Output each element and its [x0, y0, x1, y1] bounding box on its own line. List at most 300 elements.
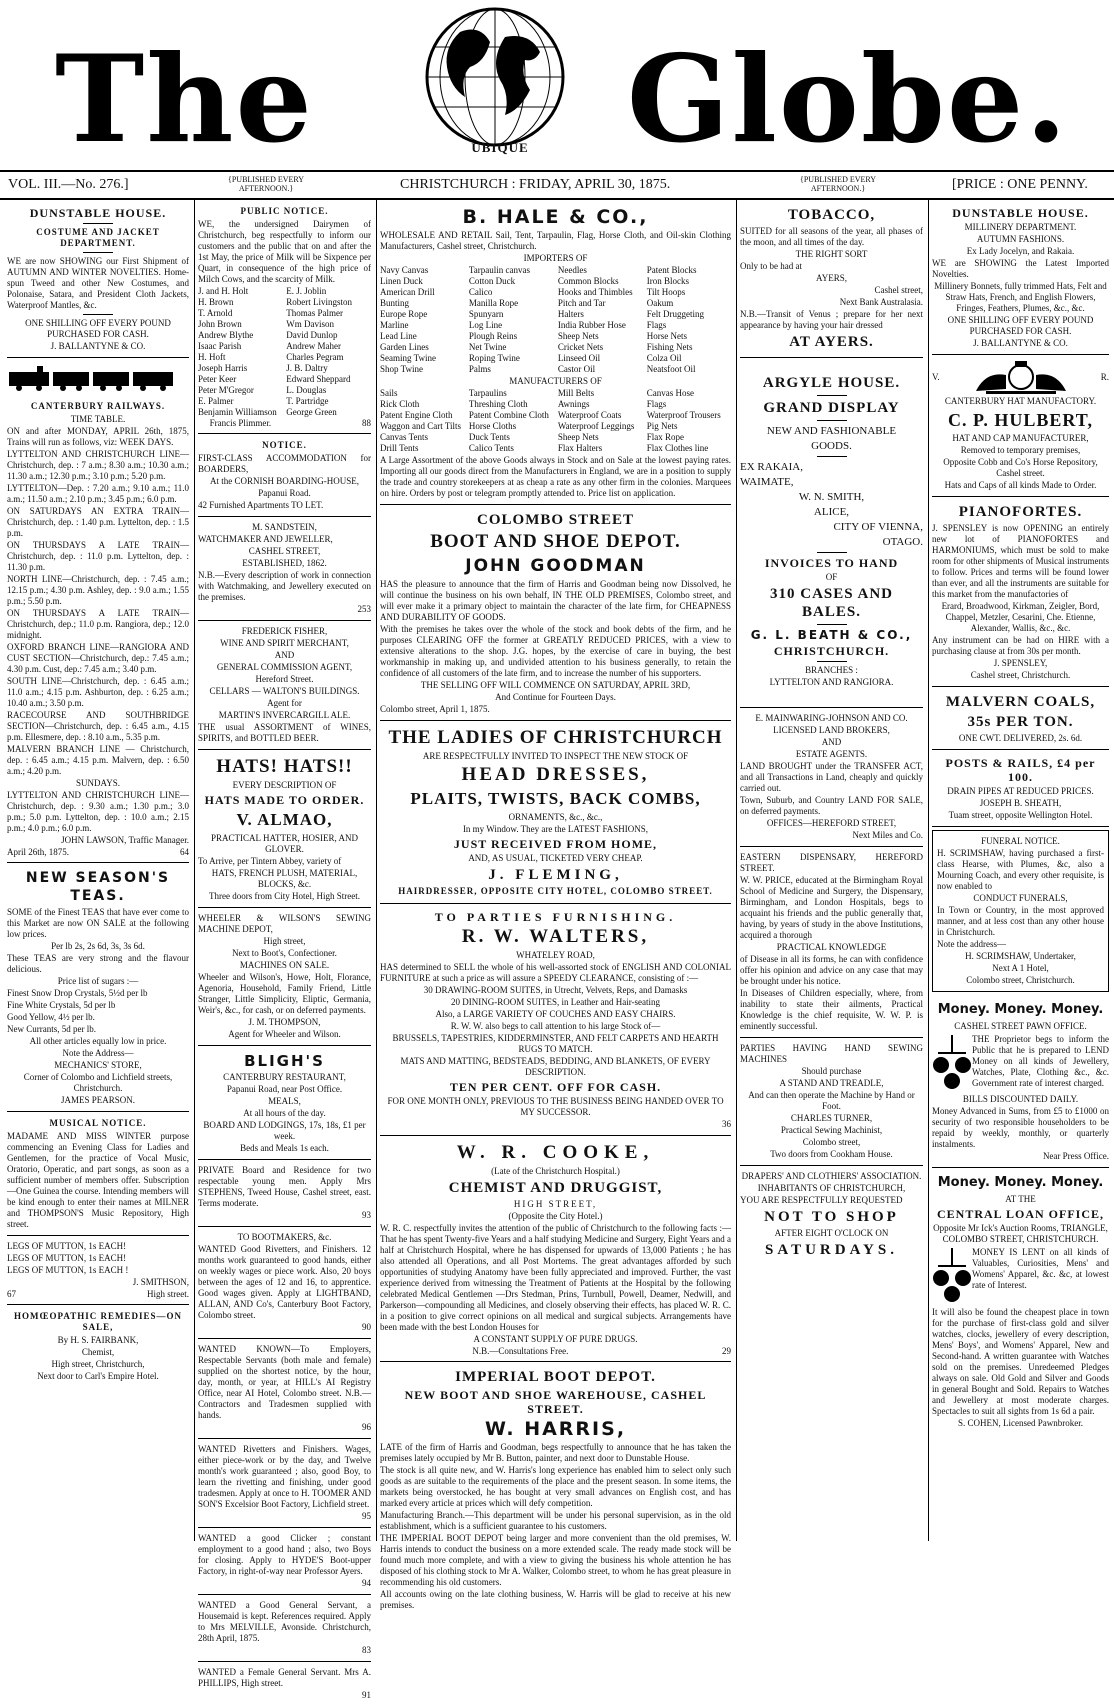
ad-body: Should purchase: [801, 1066, 862, 1076]
publication-note-left: {PUBLISHED EVERY AFTERNOON.}: [228, 175, 305, 193]
ad-body: At all hours of the day.: [243, 1108, 326, 1118]
ad-title: E. MAINWARING-JOHNSON AND CO.: [755, 713, 908, 723]
pawnbroker-balls-icon: [932, 1246, 972, 1306]
ad-number: 95: [362, 1511, 371, 1521]
product-item: Patent Engine Cloth: [380, 410, 453, 420]
ad-body: MECHANICS' STORE,: [54, 1060, 142, 1070]
ad-cooke: [380, 1136, 731, 1362]
ad-body: of Disease in all its forms, he can with confidence offer his opinion and advice on any case that may be brought under his notice.: [740, 954, 923, 986]
ad-body: JUST RECEIVED FROM HOME,: [453, 837, 658, 851]
ad-bootmakers: [198, 1227, 371, 1339]
ad-body: Wheeler and Wilson's, Howe, Holt, Florance, Agenoria, Household, Family Friend, Little Stranger, Little Simplicity, Eliptic, Germania, Weir's, &c., for cash, or on deferred payments.: [198, 972, 371, 1015]
ad-body: WAIMATE,: [740, 476, 794, 488]
ad-body: WE are now SHOWING our First Shipment of AUTUMN AND WINTER NOVELTIES. Home-spun Tweed and other New Costumes, and Polonaise, Satara, and President Cloth Jackets, Waterproof Mantles, &c.: [7, 256, 189, 310]
ad-body: 42 Furnished Apartments TO LET.: [198, 500, 324, 510]
product-item: Canvas Tents: [380, 432, 428, 442]
ad-body: A CONSTANT SUPPLY OF PURE DRUGS.: [473, 1334, 638, 1344]
ad-body: Any instrument can be had on HIRE with a purchasing clause at from 30s per month.: [932, 635, 1109, 656]
masthead-motto: UBIQUE: [471, 140, 529, 155]
ad-headline: HEAD DRESSES,: [461, 764, 650, 785]
ad-goodman: [380, 505, 731, 721]
name-item: T. Arnold: [198, 308, 233, 318]
ad-headline: CHEMIST AND DRUGGIST,: [448, 1180, 663, 1196]
ad-body: SUITED for all seasons of the year, all phases of the moon, and all times of the day.: [740, 226, 923, 247]
ad-body: HIGH STREET,: [513, 1199, 598, 1209]
ad-body: GENERAL COMMISSION AGENT,: [216, 662, 353, 672]
ad-body: W. R. C. respectfully invites the attention of the public of Christchurch to the following facts :—That he has spent Twenty-five Years and a half studying Medicine and Surgery, Eight Years and a half at Christchurch Hospital, where he has dispensed for upwards of 13,000 Patients ; he has also attended all Operations, and all Post Mortems. The great advantages afforded by such opportunities of studying Anatomy have been fully appreciated and improved. Further, the vast experience derived from witnessing the Treatment of Patients at the Hospital by the following celebrated Medical Gentlemen —Drs Stedman, Prins, Turnbull, Powell, Deamer, Nedwill, and Parkerson—compounding all Medicines, and closely observing their effects, has placed W. R. C. in a position to give correct opinions on all medical and surgical subjects. Arrangements have been made with the best London Houses for: [380, 1223, 731, 1332]
ad-headline: GRAND DISPLAY: [763, 400, 900, 416]
ad-body: Next to Boot's, Confectioner.: [232, 948, 337, 958]
ad-body: AT THE: [1005, 1194, 1036, 1204]
ad-body: (Opposite the City Hotel.): [508, 1211, 603, 1221]
ad-drapers: [740, 1166, 923, 1265]
ad-subtitle: CENTRAL LOAN OFFICE,: [936, 1207, 1105, 1221]
timetable-line: ON SATURDAYS AN EXTRA TRAIN—Christchurch, dep. : 1.40 p.m. Lyttelton, dep. : 1.5 p.m.: [7, 506, 189, 538]
ad-title: PIANOFORTES.: [958, 504, 1083, 520]
ad-body: High street.: [147, 1289, 189, 1299]
name-item: John Brown: [198, 319, 242, 329]
ad-body: LEGS OF MUTTON, 1s EACH!: [7, 1241, 127, 1251]
name-item: Benjamin Williamson: [198, 407, 277, 417]
name-item: George Green: [286, 407, 337, 417]
ad-body: AND: [821, 737, 842, 747]
ad-title: POSTS & RAILS, £4 per 100.: [945, 756, 1096, 784]
ad-headline: TEN PER CENT. OFF FOR CASH.: [449, 1080, 662, 1094]
ad-body: OFFICES—HEREFORD STREET,: [766, 818, 897, 828]
ad-signature: JAMES PEARSON.: [60, 1095, 136, 1105]
column-5: [928, 200, 1112, 1541]
ad-body: CITY OF VIENNA,: [833, 521, 923, 533]
ad-signature: JOHN LAWSON, Traffic Manager.: [61, 835, 189, 845]
ad-body: WINE AND SPIRIT MERCHANT,: [220, 638, 349, 648]
ad-body: ONE CWT. DELIVERED, 2s. 6d.: [958, 733, 1083, 743]
ad-pianofortes: [932, 497, 1109, 687]
ad-musical: [7, 1112, 189, 1236]
ad-headline: 310 CASES AND BALES.: [769, 586, 894, 620]
ad-body: Hereford Street.: [255, 674, 314, 684]
ad-body: ON and after MONDAY, APRIL 26th, 1875, Trains will run as follows, viz: WEEK DAYS.: [7, 426, 189, 447]
ad-title: Money. Money. Money.: [937, 1175, 1104, 1190]
ad-body: DRAIN PIPES AT REDUCED PRICES.: [947, 786, 1094, 796]
ad-body: MEALS,: [268, 1096, 301, 1106]
product-item: Shop Twine: [380, 364, 423, 374]
name-item: E. J. Joblin: [286, 286, 327, 296]
ad-body: WANTED a Good General Servant, a Housemaid is kept. References required. Apply to Mrs MELVILLE, Avonside. Christchurch, 28th April, 1875.: [198, 1600, 371, 1643]
ad-body: WANTED a Female General Servant. Mrs A. PHILLIPS, High street.: [198, 1667, 371, 1688]
ad-headline: 35s PER TON.: [967, 714, 1074, 730]
ad-name: V. ALMAO,: [236, 810, 333, 829]
ad-wanted-clicker: [198, 1528, 371, 1595]
ad-number: 93: [362, 1210, 371, 1220]
ad-body: Colombo street,: [802, 1137, 861, 1147]
ad-title: BLIGH'S: [244, 1052, 325, 1070]
ad-body: BRANCHES :: [805, 665, 858, 675]
ad-title: ARGYLE HOUSE.: [762, 375, 901, 391]
name-item: Isaac Parish: [198, 341, 242, 351]
ad-body: BRUSSELS, TAPESTRIES, KIDDERMINSTER, AND FELT CARPETS AND HEARTH RUGS TO MATCH.: [392, 1033, 719, 1054]
product-item: Roping Twine: [468, 353, 520, 363]
ad-body: With the premises he takes over the whole of the stock and book debts of the firm, and he purposes CLEARING OFF the former at GREATLY REDUCED PRICES, with a view to extensive alterations to the shop. J.G. hopes, by the exercise of care in buying, the best workmanship in making up, and undivided attention to his business generally, to retain the confidence of all customers of the late firm, and to increase the number of his supporters.: [380, 624, 731, 678]
ad-body: Millinery Bonnets, fully trimmed Hats, Felt and Straw Hats, French, and English Flowers, Fringes, Feathers, Plumes, &c., &c.: [934, 281, 1107, 313]
ad-body: ESTABLISHED, 1862.: [242, 558, 327, 568]
ad-sewing-stands: [740, 1038, 923, 1166]
product-item: Hooks and Thimbles: [557, 287, 633, 297]
ad-title: FUNERAL NOTICE.: [981, 836, 1060, 846]
ad-body: Chemist,: [81, 1347, 115, 1357]
ad-public-notice: [198, 200, 371, 434]
ad-pawn-office: [932, 995, 1109, 1168]
ad-body: FIRST-CLASS ACCOMMODATION for BOARDERS,: [198, 453, 371, 474]
product-item: Waterproof Coats: [557, 410, 622, 420]
ad-subtitle: MANUFACTURERS OF: [509, 376, 602, 386]
ad-body: NEW AND FASHIONABLE: [766, 425, 897, 437]
timetable-line: LYTTELTON AND CHRISTCHURCH LINE—Christchurch, dep. : 7 a.m.; 8.30 a.m.; 10.30 a.m.; 11.30 a.m.; 12.30 p.m.; 3.10 p.m.; 5.20 p.m.: [7, 449, 189, 481]
product-item: Oakum: [646, 298, 674, 308]
ad-wanted-servant: [198, 1595, 371, 1662]
ad-body: GOODS.: [811, 440, 852, 452]
product-item: 20 DINING-ROOM SUITES, in Leather and Hair-seating: [450, 997, 661, 1007]
ad-funeral: [932, 830, 1109, 992]
ad-body: AND: [274, 650, 295, 660]
product-item: Lead Line: [380, 331, 417, 341]
ad-body: At the CORNISH BOARDING-HOUSE,: [209, 476, 359, 486]
publication-note-right: {PUBLISHED EVERY AFTERNOON.}: [800, 175, 877, 193]
product-item: Awnings: [557, 399, 590, 409]
product-item: Flax Halters: [557, 443, 603, 453]
ad-body: To Arrive, per Tintern Abbey, variety of: [198, 856, 342, 866]
ad-title: HOMŒOPATHIC REMEDIES—ON SALE,: [14, 1311, 182, 1332]
ad-body: Practical Sewing Machinist,: [780, 1125, 883, 1135]
ad-title: DUNSTABLE HOUSE.: [952, 206, 1089, 220]
ad-title: NOTICE.: [262, 440, 307, 450]
product-item: Linseed Oil: [557, 353, 601, 363]
product-item: Sails: [380, 388, 398, 398]
ad-tobacco: [740, 200, 923, 358]
ad-body: THE usual ASSORTMENT of WINES, SPIRITS, and BOTTLED BEER.: [198, 722, 371, 743]
ad-signature: J. SMITHSON,: [132, 1277, 189, 1287]
ad-body: And can then operate the Machine by Hand or Foot.: [748, 1090, 915, 1111]
product-item: Halters: [557, 309, 584, 319]
product-item: Threshing Cloth: [468, 399, 528, 409]
ad-body: High street,: [263, 936, 306, 946]
royal-crest-icon: [966, 359, 1076, 395]
ad-headline: PLAITS, TWISTS, BACK COMBS,: [410, 789, 701, 808]
ad-body: CONDUCT FUNERALS,: [973, 893, 1068, 903]
ad-body: Cashel street,: [874, 285, 923, 295]
product-item: Garden Lines: [380, 342, 429, 352]
product-item: Spunyarn: [468, 309, 504, 319]
ad-headline: NOT TO SHOP: [764, 1209, 899, 1225]
ad-body: HAS determined to SELL the whole of his well-assorted stock of ENGLISH AND COLONIAL FURNITURE at such a price as will assure a SPEEDY CLEARANCE, consisting of :—: [380, 962, 731, 983]
timetable-line: NORTH LINE—Christchurch, dep. : 7.45 a.m.; 12.15 p.m.; 4.30 p.m. Ashley, dep. : 9.0 a.m.; 1.55 p.m.; 5.50 p.m.: [7, 574, 189, 606]
ad-body: Opposite Mr Ick's Auction Rooms, TRIANGLE, COLOMBO STREET, CHRISTCHURCH.: [933, 1223, 1108, 1244]
ad-hulbert: [932, 355, 1109, 497]
ad-body: Papanui Road.: [258, 488, 311, 498]
masthead: [0, 0, 1114, 172]
product-item: Navy Canvas: [380, 265, 429, 275]
ad-number: 94: [362, 1578, 371, 1588]
masthead-title-right: Globe.: [626, 29, 1069, 170]
ad-sandstein: [198, 517, 371, 621]
ad-body: Hats and Caps of all kinds Made to Order.: [944, 480, 1097, 490]
ad-eastern-dispensary: [740, 847, 923, 1038]
ad-teas: [7, 863, 189, 1112]
ad-title: MALVERN COALS,: [945, 694, 1096, 710]
product-item: Flax Clothes line: [646, 443, 709, 453]
product-item: Waggon and Cart Tilts: [380, 421, 462, 431]
ad-body: ORNAMENTS, &c., &c.,: [508, 812, 603, 822]
ad-body: HAIRDRESSER, OPPOSITE CITY HOTEL, COLOMBO STREET.: [398, 886, 713, 896]
ad-subtitle: TO PARTIES FURNISHING.: [434, 910, 677, 924]
ad-body: Next Bank Australasia.: [839, 297, 923, 307]
ad-homeopathic: [7, 1305, 189, 1387]
ad-body: Per lb 2s, 2s 6d, 3s, 3s 6d.: [51, 941, 145, 951]
timetable-line: ON THURSDAYS A LATE TRAIN—Christchurch, dep. : 11.0 p.m. Lyttelton, dep. : 11.30 p.m.: [7, 540, 189, 572]
ad-body: HATS, FRENCH PLUSH, MATERIAL, BLOCKS, &c.: [211, 868, 358, 889]
ad-title: M. SANDSTEIN,: [252, 522, 317, 532]
ad-body: CASHEL STREET,: [248, 546, 321, 556]
name-item: H. Brown: [198, 297, 234, 307]
timetable-line: SUNDAYS.: [76, 778, 120, 788]
ad-title: HATS! HATS!!: [216, 756, 353, 777]
ad-signature: S. COHEN, Licensed Pawnbroker.: [958, 1418, 1083, 1428]
ad-title: BOOT AND SHOE DEPOT.: [430, 531, 681, 552]
ad-body: Two doors from Cookham House.: [770, 1149, 893, 1159]
product-item: India Rubber Hose: [557, 320, 626, 330]
ad-body: YOU ARE RESPECTFULLY REQUESTED: [740, 1195, 903, 1205]
ad-body: MACHINES ON SALE.: [239, 960, 330, 970]
ad-subtitle: MILLINERY DEPARTMENT.: [964, 222, 1077, 232]
ad-body: ALICE,: [813, 506, 850, 518]
ad-body: THE IMPERIAL BOOT DEPOT being larger and more convenient than the old premises, W. Harris intends to conduct the business on a more extended scale. The ready made stock will be found much more complete, and with a view to giving the business his whole attention he has disposed of his clothing stock to Mr A. Walker, Colombo street, to whom he has great pleasure in recommending his old customers.: [380, 1533, 731, 1587]
ad-body: A STAND AND TREADLE,: [779, 1078, 884, 1088]
ad-number: 36: [722, 1119, 731, 1129]
ad-body: Cashel street, Christchurch.: [970, 670, 1071, 680]
ad-body: Papanui Road, near Post Office.: [226, 1084, 343, 1094]
ad-body: Next Miles and Co.: [852, 830, 923, 840]
product-item: Calico Tents: [468, 443, 514, 453]
column-1: [4, 200, 192, 1541]
ad-number: 64: [180, 847, 189, 857]
ad-body: Near Press Office.: [1042, 1151, 1109, 1161]
ad-wanted-known: [198, 1339, 371, 1439]
ad-body: And Continue for Fourteen Days.: [495, 692, 616, 702]
ad-body: AFTER EIGHT O'CLOCK ON: [774, 1228, 889, 1238]
ad-body: J. SPENSLEY is now OPENING an entirely new lot of PIANOFORTES and HARMONIUMS, which must be sold to make room for other shipments of Musical instruments to follow. Prices and terms will be found lower than ever, and all the instruments are suitable for this market from the manufactories of: [932, 523, 1109, 599]
ad-body: WE, the undersigned Dairymen of Christchurch, beg respectfully to inform our customers and the public that on and after the 1st May, the price of Milk will be Sixpence per Quart, in consequence of the high price of Milch Cows, and the scarcity of Milk.: [198, 219, 371, 284]
ad-body: THE SELLING OFF WILL COMMENCE ON SATURDAY, APRIL 3RD,: [420, 680, 691, 690]
name-item: Thomas Palmer: [286, 308, 343, 318]
ad-body: Erard, Broadwood, Kirkman, Zeigler, Bord, Chappel, Metzler, Cesarini, Che. Etienne, Alexander, Wallis, &c., &c.: [941, 601, 1100, 633]
product-item: Palms: [468, 364, 491, 374]
timetable-line: LYTTELTON AND CHRISTCHURCH LINE—Christchurch, dep. : 9.30 a.m.; 1.30 p.m.; 3.0 p.m.; 5.0 p.m. Lyttelton, dep. : 10.0 a.m.; 2.15 p.m.; 4.0 p.m.; 6.0 p.m.: [7, 790, 189, 833]
ad-title: W. R. COOKE,: [456, 1142, 655, 1163]
ad-body: CELLARS — WALTON'S BUILDINGS.: [209, 686, 360, 696]
product-item: Europe Rope: [380, 309, 428, 319]
product-item: Pig Nets: [646, 421, 678, 431]
ad-hale: [380, 200, 731, 505]
ad-title: PARTIES HAVING HAND SEWING MACHINES: [740, 1043, 923, 1064]
ad-body: BILLS DISCOUNTED DAILY.: [962, 1094, 1079, 1104]
product-item: Sheep Nets: [557, 432, 599, 442]
product-item: Flags: [646, 399, 667, 409]
ad-body: W. N. SMITH,: [798, 491, 865, 503]
ad-body: It will also be found the cheapest place in town for the purchase of first-class gold and silver watches, clocks, jewellery of every description, Mens' Boys', and Womens' Apparel, New and Second-hand. A written guarantee with Watches sold on the premises. Unredeemed Pledges always on sale. Old Gold and Silver and Goods in general Bought and Sold. Repairs to Watches and Jewellery at most moderate charges. Spectacles to suit all sights from 1s 6d a pair.: [932, 1307, 1109, 1416]
product-item: Marline: [380, 320, 409, 330]
product-item: Flags: [646, 320, 667, 330]
ad-body: Next door to Carl's Empire Hotel.: [37, 1371, 159, 1381]
price: [PRICE : ONE PENNY.: [952, 177, 1088, 192]
product-item: Common Blocks: [557, 276, 619, 286]
ad-body: Only to be had at: [740, 261, 802, 271]
ad-subtitle: HATS MADE TO ORDER.: [204, 793, 365, 807]
ad-body: EVERY DESCRIPTION OF: [232, 780, 337, 790]
ad-boarding: [198, 434, 371, 517]
ad-body: CANTERBURY RESTAURANT,: [223, 1072, 346, 1082]
ad-title: NEW SEASON'S TEAS.: [25, 870, 171, 904]
product-item: Net Twine: [468, 342, 507, 352]
ad-body: AYERS,: [816, 273, 847, 283]
ad-body: These TEAS are very strong and the flavour delicious.: [7, 953, 189, 974]
ad-name: JOHN GOODMAN: [465, 556, 646, 576]
ad-body: FOR ONE MONTH ONLY, PREVIOUS TO THE BUSINESS BEING HANDED OVER TO MY SUCCESSOR.: [387, 1096, 724, 1117]
ad-wheeler-wilson: [198, 908, 371, 1046]
ad-body: H. SCRIMSHAW, having purchased a first-class Hearse, with Plumes, &c, also a Mourning Coach, and every other requisite, is now enabled to: [937, 848, 1104, 891]
ad-walters: [380, 904, 731, 1136]
product-item: Duck Tents: [468, 432, 510, 442]
ad-body: R. W. W. also begs to call attention to his large Stock of—: [450, 1021, 661, 1031]
ad-body: Tuam street, opposite Wellington Hotel.: [948, 810, 1093, 820]
ad-body: THE Proprietor begs to inform the Public that he is prepared to LEND Money on all kinds of Jewellery, Watches, Plate, Clothing &c., &c. Government rate of interest charged.: [972, 1034, 1109, 1088]
ad-body: LICENSED LAND BROKERS,: [773, 725, 890, 735]
ad-private-board: [198, 1160, 371, 1227]
ad-body: In my Window. They are the LATEST FASHIONS,: [462, 824, 649, 834]
ad-title: MUSICAL NOTICE.: [49, 1118, 147, 1128]
ad-dunstable-millinery: [932, 200, 1109, 355]
product-item: Fishing Nets: [646, 342, 693, 352]
ad-body: Opposite Cobb and Co's Horse Repository, Cashel street.: [943, 457, 1098, 478]
ad-body: WHOLESALE AND RETAIL Sail, Tent, Tarpaulin, Flag, Horse Cloth, and Oil-skin Clothing Manufacturers, Cashel street, Christchurch.: [380, 230, 731, 251]
ad-title: EASTERN DISPENSARY, HEREFORD STREET.: [740, 852, 923, 873]
ad-date: Colombo street, April 1, 1875.: [380, 704, 490, 714]
ad-body: WATCHMAKER AND JEWELLER,: [198, 534, 333, 544]
ad-body: MONEY IS LENT on all kinds of Valuables, Curiosities, Mens' and Womens' Apparel, &c. &c, at lowest rate of Interest.: [972, 1247, 1109, 1290]
ad-signature: J. SPENSLEY,: [993, 658, 1048, 668]
product-item: Horse Nets: [646, 331, 688, 341]
product-item: Pitch and Tar: [557, 298, 606, 308]
ad-body: HAT AND CAP MANUFACTURER,: [952, 433, 1089, 443]
ad-mutton: [7, 1236, 189, 1305]
ad-number: 96: [362, 1422, 371, 1432]
timetable-line: SOUTH LINE—Christchurch, dep. : 6.45 a.m.; 11.0 a.m.; 4.15 p.m. Ashburton, dep. : 6.25 a.m.; 10.40 a.m.; 3.50 p.m.: [7, 676, 189, 708]
ad-body: Money Advanced in Sums, from £5 to £1000 on security of two responsible householders to be repaid by weekly, monthly, or quarterly instalments.: [932, 1106, 1109, 1149]
column-3: [376, 200, 734, 1610]
product-item: Bunting: [380, 298, 410, 308]
ad-subtitle: IMPORTERS OF: [523, 253, 588, 263]
crest-letter: R.: [1100, 371, 1109, 382]
ad-name: W. HARRIS,: [484, 1418, 627, 1440]
ad-body: WANTED Rivetters and Finishers. Wages, either piece-work or by the day, and Twelve month's work guaranteed ; also, good Boy, to learn the rivetting and finishing, under good tradesmen. Apply at once to H. TOOMER AND SON'S Excelsior Boot Factory, Lichfield street.: [198, 1444, 371, 1509]
price-item: Finest Snow Drop Crystals, 5½d per lb: [7, 988, 148, 998]
globe-icon: [420, 2, 570, 152]
ad-body: WE are SHOWING the Latest Imported Novelties.: [932, 258, 1109, 279]
ad-hats: [198, 750, 371, 908]
ad-subtitle: AUTUMN FASHIONS.: [976, 234, 1065, 244]
ad-body: N.B.—Transit of Venus ; prepare for her next appearance by having your hair dressed: [740, 309, 923, 330]
name-item: Peter M'Gregor: [198, 385, 254, 395]
ad-body: WANTED KNOWN—To Employers, Respectable Servants (both male and female) supplied on the shortest notice, by the hour, day, month, or year, at HILL's AI Registry Office, near AI Hotel, Colombo street. N.B.—Contractors and Tradesmen supplied with hands.: [198, 1344, 371, 1420]
volume-number: VOL. III.—No. 276.]: [8, 177, 129, 192]
ad-argyle: [740, 358, 923, 708]
name-item: David Dunlop: [286, 330, 338, 340]
ad-signature: J. BALLANTYNE & CO.: [50, 341, 146, 351]
ad-title: TOBACCO,: [787, 207, 876, 223]
ad-body: HAS the pleasure to announce that the firm of Harris and Goodman being now Dissolved, he will continue the business on his own behalf, IN THE OLD PREMISES, Colombo street, and will ever make it a primary object to maintain the character of the late firm, for CHEAPNESS AND DURABILITY OF GOODS.: [380, 579, 731, 622]
product-item: Also, a LARGE VARIETY OF COUCHES AND EASY CHAIRS.: [435, 1009, 676, 1019]
ad-central-loan-office: [932, 1168, 1109, 1434]
ad-name: C. P. HULBERT,: [948, 410, 1093, 430]
product-item: Cricket Nets: [557, 342, 604, 352]
ad-body: WANTED a good Clicker ; constant employment to a good hand ; also, two Boys for closing. Apply to HYDE'S Boot-upper Factory, in right-of-way near Professor Ayers.: [198, 1533, 371, 1576]
ad-body: In Town or Country, in the most approved manner, and at less cost than any other house in Christchurch.: [937, 905, 1104, 937]
ad-headline: SATURDAYS.: [765, 1242, 898, 1258]
name-item: J. and H. Holt: [198, 286, 249, 296]
ad-body: All accounts owing on the late clothing business, W. Harris will be glad to receive at his new premises.: [380, 1589, 731, 1610]
name-item: Andrew Blythe: [198, 330, 254, 340]
ad-body: MATS AND MATTING, BEDSTEADS, BEDDING, AND BLANKETS, OF EVERY DESCRIPTION.: [400, 1056, 711, 1077]
ad-body: In Diseases of Children especially, where, from inability to state their ailments, Practical Knowledge is the chief requisite, W. W. P. is eminently successful.: [740, 988, 923, 1031]
ad-body: (Late of the Christchurch Hospital.): [491, 1166, 620, 1176]
ad-subtitle: CASHEL STREET PAWN OFFICE.: [954, 1021, 1087, 1031]
name-item: Francis Plimmer.: [209, 418, 272, 428]
product-item: Tilt Hoops: [646, 287, 686, 297]
product-item: Patent Combine Cloth: [468, 410, 549, 420]
ad-body: Next A 1 Hotel,: [992, 963, 1049, 973]
ad-body: LAND BROUGHT under the TRANSFER ACT, and all Transactions in Land, cheaply and quickly carried out.: [740, 761, 923, 793]
ad-body: WHATELEY ROAD,: [516, 950, 595, 960]
name-item: Andrew Maher: [286, 341, 341, 351]
ad-headline: AT AYERS.: [789, 334, 874, 350]
ad-harris: [380, 1362, 731, 1616]
ad-subtitle: NEW BOOT AND SHOE WAREHOUSE, CASHEL STREET.: [404, 1388, 707, 1416]
ad-body: LEGS OF MUTTON, 1s EACH !: [7, 1265, 129, 1275]
ad-title: TO BOOTMAKERS, &c.: [237, 1232, 332, 1242]
ad-number: 83: [362, 1645, 371, 1655]
ad-body: Removed to temporary premises,: [960, 445, 1081, 455]
timetable-line: OXFORD BRANCH LINE—RANGIORA AND CUST SECTION—Christchurch, dep.: 7.45 a.m.; 4.30 p.m. Cust, dep.: 7.45 a.m.; 3.40 p.m.: [7, 642, 189, 674]
ad-number: 91: [362, 1690, 371, 1700]
ad-bligh: [198, 1046, 371, 1160]
ad-title: R. W. WALTERS,: [461, 926, 650, 947]
name-item: Peter Keer: [198, 374, 237, 384]
ad-body: EX RAKAIA,: [740, 461, 803, 473]
ad-title: DRAPERS' AND CLOTHIERS' ASSOCIATION.: [741, 1171, 922, 1181]
product-item: Seaming Twine: [380, 353, 436, 363]
ad-number: 88: [362, 418, 371, 428]
timetable-line: ON THURSDAYS A LATE TRAIN—Christchurch, dep.; 11.0 p.m. Rangiora, dep.; 12.0 midnight.: [7, 608, 189, 640]
name-item: Edward Sheppard: [286, 374, 351, 384]
product-item: Canvas Hose: [646, 388, 695, 398]
product-item: Log Line: [468, 320, 503, 330]
ad-signature: J. BALLANTYNE & CO.: [973, 338, 1068, 348]
ad-signature: J. M. THOMPSON,: [248, 1017, 321, 1027]
ad-body: LYTTELTON AND RANGIORA.: [769, 677, 894, 687]
ad-body: ARE RESPECTFULLY INVITED TO INSPECT THE NEW STOCK OF: [422, 751, 689, 761]
ad-body: Three doors from City Hotel, High Street.: [209, 891, 360, 901]
product-item: Mill Belts: [557, 388, 595, 398]
product-item: Rick Cloth: [380, 399, 420, 409]
ad-title: B. HALE & CO.,: [462, 206, 649, 228]
